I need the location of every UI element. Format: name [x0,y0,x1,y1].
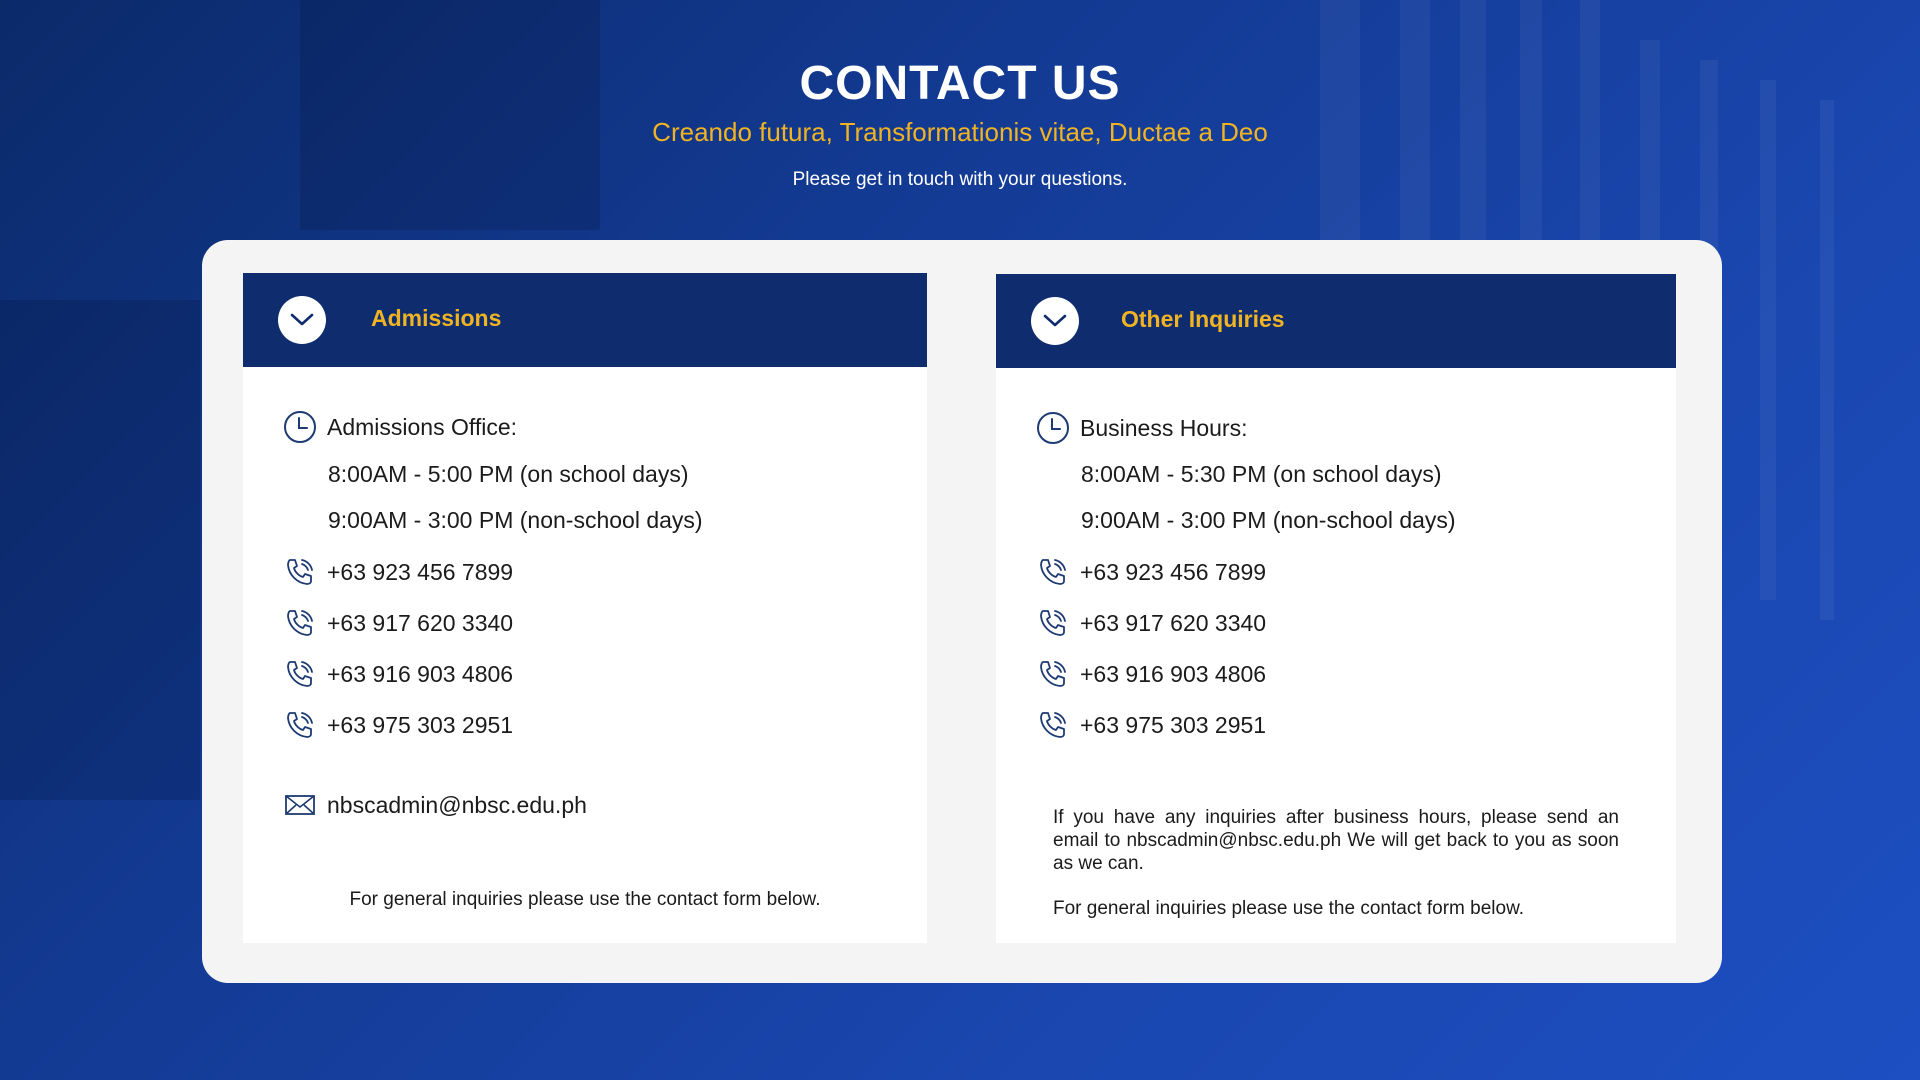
phone-number[interactable]: +63 917 620 3340 [327,609,514,636]
phone-icon [283,657,317,691]
phone-icon [1036,555,1070,589]
phone-number[interactable]: +63 916 903 4806 [1080,660,1267,687]
other-phone-row[interactable] [1036,708,1266,742]
phone-icon [283,606,317,640]
phone-icon [1036,606,1070,640]
phone-icon [283,708,317,742]
other-phone-row[interactable] [1036,606,1266,640]
email-address[interactable]: nbscadmin@nbsc.edu.ph [327,791,587,818]
admissions-hours-line: 8:00AM - 5:00 PM (on school days) [328,461,689,487]
admissions-phone-row[interactable] [283,606,513,640]
admissions-phone-row[interactable] [283,555,513,589]
phone-number[interactable]: +63 916 903 4806 [327,660,514,687]
other-phone-row[interactable] [1036,555,1266,589]
phone-number[interactable]: +63 917 620 3340 [1080,609,1267,636]
page-motto: Creando futura, Transformationis vitae, Ductae a Deo [652,117,1268,147]
admissions-panel-header[interactable] [243,273,927,367]
clock-icon [283,410,317,444]
other-footer-note: For general inquiries please use the contact form below. [1053,898,1525,919]
clock-icon [1036,411,1070,445]
other-inquiries-panel-header[interactable] [996,274,1676,368]
contact-card [202,240,1722,983]
page-tagline: Please get in touch with your questions. [792,169,1128,190]
other-inquiries-panel [996,274,1676,943]
after-hours-note: If you have any inquiries after business hours, please send an email to nbscadmin@nbsc.edu.ph We will get back to you as soon as we can. [1053,807,1619,874]
page-title: CONTACT US [799,57,1121,110]
business-hours-line: 9:00AM - 3:00 PM (non-school days) [1081,507,1456,533]
other-phone-row[interactable] [1036,657,1266,691]
phone-number[interactable]: +63 975 303 2951 [327,711,514,738]
other-inquiries-title: Other Inquiries [1121,306,1285,332]
admissions-email-row[interactable] [283,788,587,822]
business-hours-label: Business Hours: [1080,414,1248,441]
mail-icon [283,788,317,822]
phone-number[interactable]: +63 975 303 2951 [1080,711,1267,738]
phone-icon [1036,708,1070,742]
admissions-hours-label: Admissions Office: [327,413,518,440]
admissions-phone-row[interactable] [283,657,513,691]
admissions-hours-line: 9:00AM - 3:00 PM (non-school days) [328,507,703,533]
admissions-phone-row[interactable] [283,708,513,742]
admissions-title: Admissions [371,305,502,331]
admissions-hours-label-row [283,410,517,444]
phone-number[interactable]: +63 923 456 7899 [327,558,514,585]
business-hours-line: 8:00AM - 5:30 PM (on school days) [1081,461,1442,487]
phone-icon [283,555,317,589]
chevron-down-icon[interactable] [1031,297,1079,345]
admissions-footer-note: For general inquiries please use the contact form below. [349,889,821,910]
phone-number[interactable]: +63 923 456 7899 [1080,558,1267,585]
business-hours-label-row [1036,411,1247,445]
phone-icon [1036,657,1070,691]
admissions-panel [243,273,927,943]
chevron-down-icon[interactable] [278,296,326,344]
